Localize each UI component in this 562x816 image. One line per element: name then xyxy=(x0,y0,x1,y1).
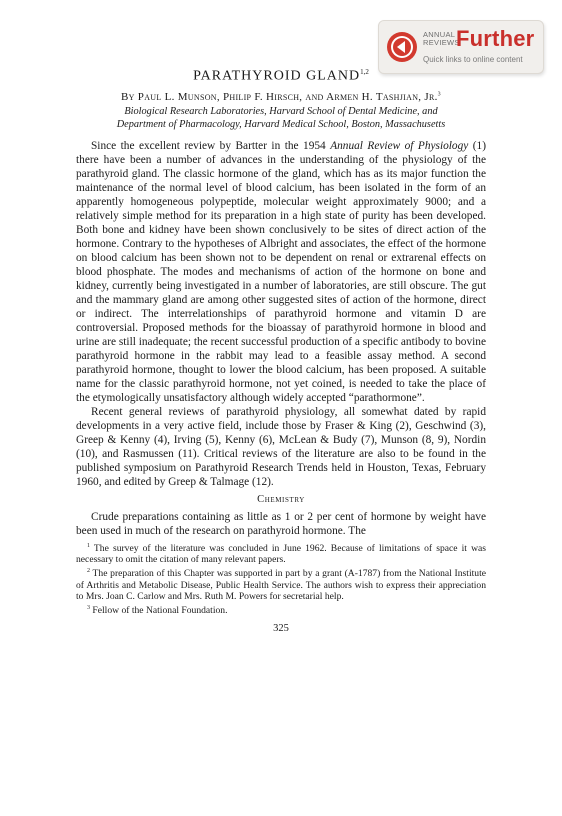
footnote-1-mark: 1 xyxy=(87,542,90,549)
further-badge[interactable] xyxy=(378,20,544,74)
footnote-1 xyxy=(76,541,486,566)
paragraph-intro xyxy=(76,139,486,405)
badge-further-label: Further xyxy=(456,26,535,51)
affiliation-line-1: Biological Research Laboratories, Harvard School of Dental Medicine, and xyxy=(124,105,438,117)
paragraph-reviews: Recent general reviews of parathyroid physiology, all somewhat dated by rapid developments in a very active field, include those by Fraser & King (2), Geschwind (3), Greep & Kenny (4), Irving (5), Kenny (6), McLean & Budy (7), Munson (8, 9), Nordin (10), and Rasmussen (11). Critical reviews of the literature are also to be found in the published symposium on Parathyroid Research Trends held in Houston, Texas, February 1960, and edited by Greep & Talmage (12). xyxy=(76,405,486,488)
footnote-3-mark: 3 xyxy=(87,605,90,611)
footnote-2-mark: 2 xyxy=(87,568,90,575)
article-page xyxy=(76,68,486,634)
author-footnote-mark[interactable]: 3 xyxy=(437,91,441,97)
footnote-2 xyxy=(76,566,486,603)
play-back-icon xyxy=(386,31,418,63)
intro-text-b: (1) there have been a number of advances in the understanding of the physiology of the parathyroid gland. The classic hormone of the gland, which has as its major function the maintenance of the normal level of blood calcium, has been isolated in the form of an apparently homogeneous polypeptide, molecular weight approximately 9000; and a relatively simple method for its preparation in a high state of purity has been developed. Both bone and kidney have been shown conclusively to be sites of direct action of the hormone. Contrary to the hypotheses of Albright and associates, the effect of the hormone on blood calcium has been shown not to be dependent on renal or extrarenal effects on blood phosphate. The modes and mechanisms of action of the hormone on bone and kidney, currently being investigated in a number of laboratories, are still obscure. The gut and the mammary gland are among other suggested sites of action of the hormone, direct or indirect. The interrelationships of parathyroid hormone and vitamin D are controversial. Proposed methods for the bioassay of parathyroid hormone in blood and urine are still inadequate; the recent successful production of a specific antibody to bovine parathyroid hormone in the rabbit may lead to a feasible assay method. A second parathyroid hormone, thought to lower the blood calcium, has been proposed. A suitable name for the classic parathyroid hormone, not yet coined, is needed to take the place of the etymologically unsatisfactory although widely accepted “parathormone”. xyxy=(76,139,486,404)
article-title xyxy=(76,68,486,85)
affiliation-line-2: Department of Pharmacology, Harvard Medical School, Boston, Massachusetts xyxy=(116,118,446,130)
paragraph-chemistry: Crude preparations containing as little as 1 or 2 per cent of hormone by weight have been used in much of the research on parathyroid hormone. The xyxy=(76,510,486,537)
footnotes xyxy=(76,541,486,617)
footnote-3 xyxy=(76,603,486,617)
footnote-3-text: Fellow of the National Foundation. xyxy=(90,605,228,617)
title-text: PARATHYROID GLAND xyxy=(193,68,361,84)
title-footnote-mark[interactable]: 1,2 xyxy=(360,68,369,76)
footnote-2-text: The preparation of this Chapter was supported in part by a grant (A-1787) from the National Institute of Arthritis and Metabolic Disease, Public Health Service. The authors wish to express their appreciation to Mrs. Joan C. Carlow and Mrs. Ruth M. Powers for secretarial help. xyxy=(76,568,486,603)
journal-title: Annual Review of Physiology xyxy=(330,139,469,152)
footnote-1-text: The survey of the literature was concluded in June 1962. Because of limitations of space it was necessary to omit the citation of many relevant papers. xyxy=(76,542,486,566)
intro-text-a: Since the excellent review by Bartter in the 1954 xyxy=(91,139,331,152)
badge-reviews-label: REVIEWS xyxy=(423,38,460,47)
page-number: 325 xyxy=(273,622,289,634)
section-heading-chemistry: Chemistry xyxy=(257,493,305,505)
badge-annual-label: ANNUAL xyxy=(423,30,456,39)
author-line xyxy=(76,91,486,103)
author-names: By Paul L. Munson, Philip F. Hirsch, and Armen H. Tashjian, Jr. xyxy=(121,90,438,103)
badge-subtitle: Quick links to online content xyxy=(423,55,523,64)
affiliation xyxy=(76,105,486,131)
